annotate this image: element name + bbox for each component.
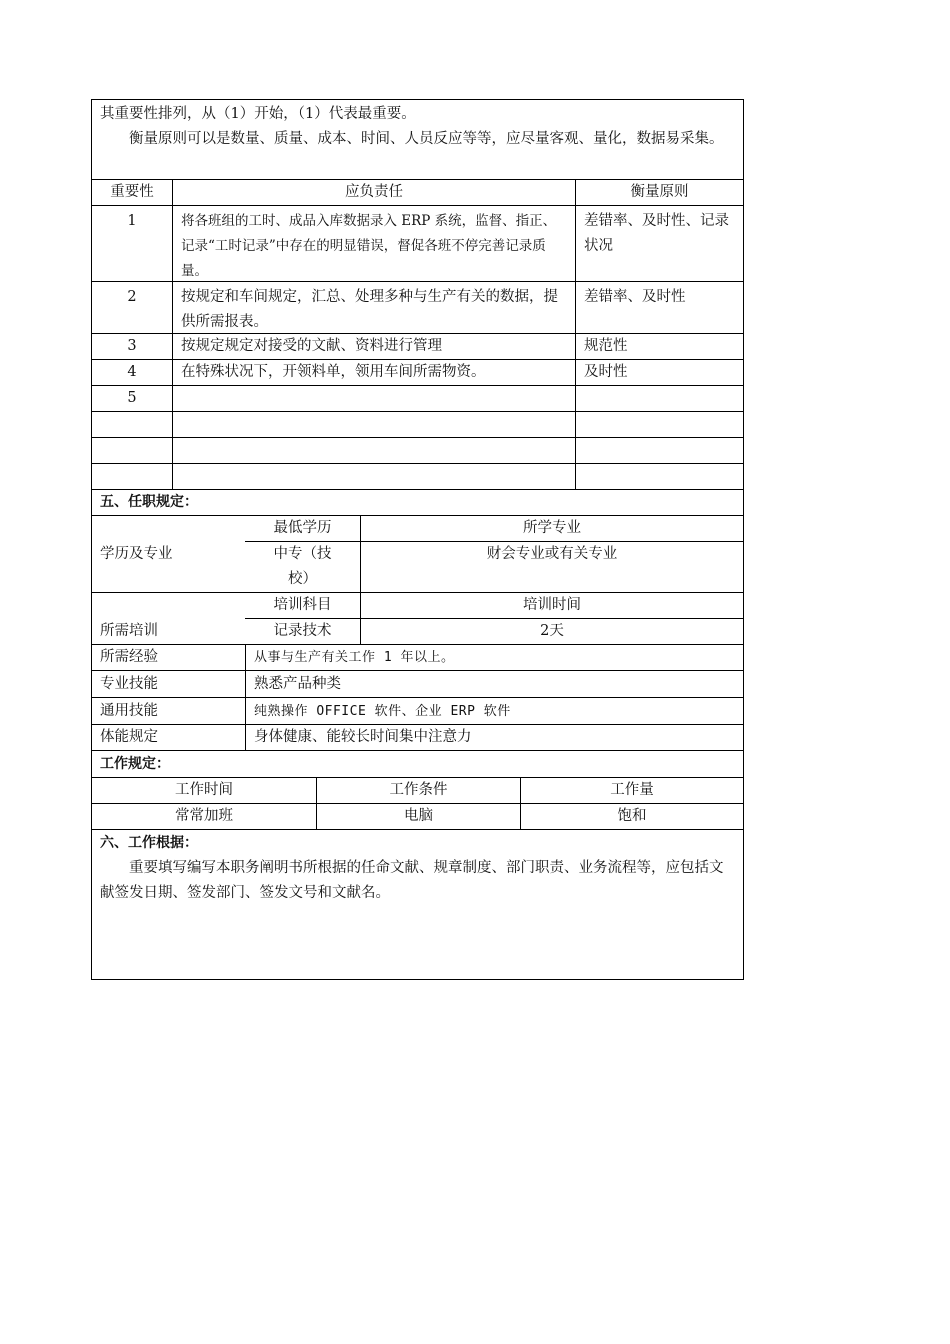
duty-text	[172, 386, 575, 411]
section-title: 六、工作根据：	[100, 835, 198, 851]
pro-skill-row	[92, 670, 743, 697]
work-load-header: 工作量	[520, 778, 743, 803]
table-row	[92, 333, 743, 359]
physical-label: 体能规定	[100, 729, 158, 745]
duty-number: 1	[127, 213, 137, 229]
duty-text: 按规定规定对接受的文献、资料进行管理	[172, 334, 575, 359]
duty-measure: 及时性	[575, 360, 743, 385]
duty-text: 按规定和车间规定，汇总、处理多种与生产有关的数据，提供所需报表。	[172, 282, 575, 333]
work-condition-value: 电脑	[316, 804, 520, 829]
empty-row	[92, 437, 743, 463]
empty-row	[92, 411, 743, 437]
min-education-value: 中专（技校）	[273, 546, 332, 587]
duty-text: 在特殊状况下，开领料单，领用车间所需物资。	[172, 360, 575, 385]
intro-line-1: 其重要性排列，从（1）开始，（1）代表最重要。	[100, 106, 416, 122]
duty-measure: 差错率、及时性、记录状况	[575, 206, 743, 281]
training-subject-value: 记录技术	[273, 623, 332, 639]
duty-measure: 差错率、及时性	[575, 282, 743, 333]
section-title: 五、任职规定：	[100, 494, 198, 510]
min-education-header: 最低学历	[273, 520, 332, 536]
duties-header-row	[92, 179, 743, 205]
physical-row	[92, 724, 743, 750]
training-label: 所需培训	[100, 623, 158, 639]
training-subject-header: 培训科目	[273, 597, 332, 613]
duty-measure: 规范性	[575, 334, 743, 359]
general-skill-row	[92, 697, 743, 724]
duty-number: 5	[127, 390, 137, 406]
job-description-table	[91, 99, 744, 980]
duty-measure	[575, 386, 743, 411]
work-section	[92, 750, 743, 777]
duty-number: 4	[127, 364, 137, 380]
work-value-row	[92, 803, 743, 829]
general-skill-label: 通用技能	[100, 703, 158, 719]
empty-row	[92, 463, 743, 489]
pro-skill-label: 专业技能	[100, 676, 158, 692]
work-time-header: 工作时间	[175, 782, 233, 798]
basis-section	[92, 829, 743, 979]
duty-number: 2	[127, 289, 137, 305]
training-block	[92, 592, 743, 644]
major-header: 所学专业	[360, 516, 743, 541]
basis-text: 重要填写编写本职务阐明书所根据的任命文献、规章制度、部门职责、业务流程等，应包括文献签发日期、签发部门、签发文号和文献名。	[100, 860, 724, 901]
table-row	[92, 205, 743, 281]
experience-value: 从事与生产有关工作 1 年以上。	[245, 645, 743, 670]
general-skill-value: 纯熟操作 OFFICE 软件、企业 ERP 软件	[245, 698, 743, 724]
intro-line-2: 衡量原则可以是数量、质量、成本、时间、人员反应等等，应尽量客观、量化，数据易采集。	[129, 131, 724, 147]
major-value: 财会专业或有关专业	[360, 542, 743, 592]
training-time-header: 培训时间	[360, 593, 743, 618]
work-load-value: 饱和	[520, 804, 743, 829]
education-block	[92, 515, 743, 592]
education-label: 学历及专业	[100, 545, 173, 562]
experience-label: 所需经验	[100, 649, 158, 665]
table-row	[92, 281, 743, 333]
work-time-value: 常常加班	[175, 808, 233, 824]
intro-block	[92, 100, 743, 179]
work-header-row	[92, 777, 743, 803]
duty-text: 将各班组的工时、成品入库数据录入 ERP 系统，监督、指正、记录“工时记录”中存在的明显错误，督促各班不停完善记录质量。	[172, 206, 575, 281]
table-row	[92, 359, 743, 385]
table-row	[92, 385, 743, 411]
qualifications-section	[92, 489, 743, 515]
responsibility-header: 应负责任	[172, 180, 575, 205]
work-condition-header: 工作条件	[316, 778, 520, 803]
measure-header: 衡量原则	[575, 180, 743, 205]
pro-skill-value: 熟悉产品种类	[245, 671, 743, 697]
physical-value: 身体健康、能较长时间集中注意力	[245, 725, 743, 750]
experience-row	[92, 644, 743, 670]
duty-number: 3	[127, 338, 137, 354]
importance-header: 重要性	[110, 184, 154, 200]
section-title: 工作规定：	[100, 756, 170, 772]
training-time-value: 2天	[360, 619, 743, 644]
